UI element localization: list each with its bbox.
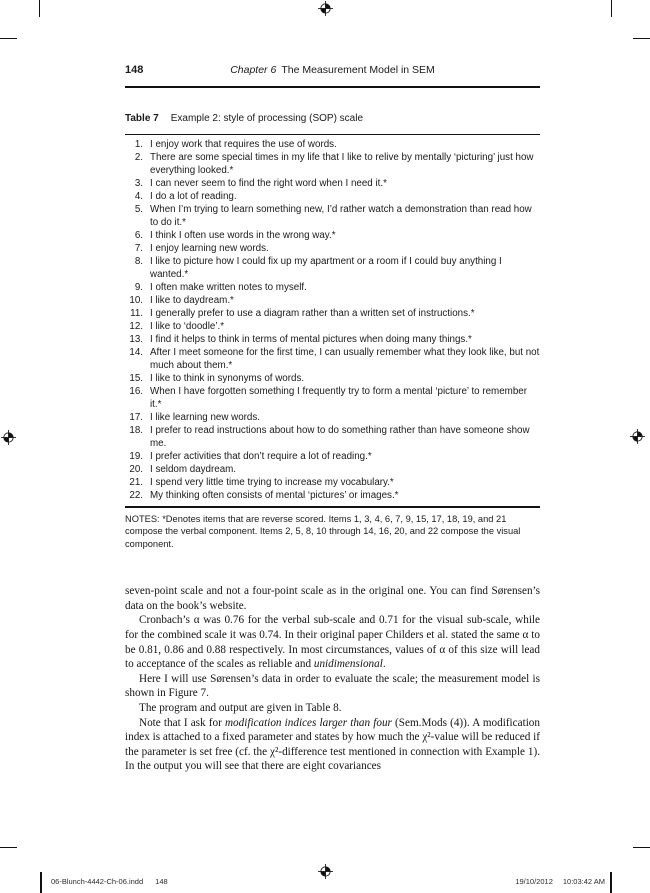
table-notes: NOTES: *Denotes items that are reverse scored. Items 1, 3, 4, 6, 7, 9, 15, 17, 18, 19, and 21 compose the verbal component. Items 2, 5, 8, 10 through 14, 16, 20, and 22 compose the visual component. (125, 513, 521, 549)
page-content (125, 64, 540, 774)
item-number: 14. (129, 347, 143, 358)
item-number: 3. (134, 178, 143, 189)
paragraph: Cronbach’s α was 0.76 for the verbal sub-scale and 0.71 for the visual sub-scale, while for the combined scale it was 0.74. In their original paper Childers et al. stated the same α to be 0.81, 0.86 and 0.88 respectively. In most circumstances, values of α of this size will lead to acceptance of the scales as reliable and unidimensional. (125, 614, 540, 671)
table-row (125, 320, 540, 333)
table-row (125, 138, 540, 151)
item-number: 13. (129, 334, 143, 345)
item-text: I often make written notes to myself. (150, 282, 307, 293)
table7-label: Table 7 (125, 112, 159, 124)
table-row (125, 476, 540, 489)
paragraph: Note that I ask for modification indices larger than four (Sem.Mods (4)). A modification index is attached to a fixed parameter and states by how much the χ²-value will be reduced if the parameter is set free (cf. the χ²-difference test mentioned in connection with Example 1). In the output you will see that there are eight covariances (125, 716, 540, 773)
table-row (125, 372, 540, 385)
item-number: 18. (129, 425, 143, 436)
item-text: I like to ‘doodle’.* (150, 321, 225, 332)
chapter-title: The Measurement Model in SEM (281, 64, 435, 76)
item-number: 22. (129, 490, 143, 501)
table-rule-bottom (125, 506, 540, 508)
table-row (125, 411, 540, 424)
table-row (125, 463, 540, 476)
item-text: After I meet someone for the first time, I can usually remember what they look like, but not much about them.* (150, 347, 540, 371)
chapter-label: Chapter 6 (230, 64, 277, 76)
item-text: I enjoy work that requires the use of words. (150, 139, 337, 150)
registration-mark-icon (1, 430, 16, 445)
table-row (125, 489, 540, 502)
table-row (125, 255, 540, 281)
paragraph: The program and output are given in Table 8. (139, 702, 342, 715)
item-number: 2. (134, 152, 143, 163)
paragraph: Here I will use Sørensen’s data in order to evaluate the scale; the measurement model is shown in Figure 7. (125, 672, 540, 700)
item-number: 5. (134, 204, 143, 215)
item-number: 7. (134, 243, 143, 254)
crop-mark-top-left-horizontal (0, 38, 17, 39)
table7-caption-text: Example 2: style of processing (SOP) scale (170, 112, 364, 124)
table-row (125, 151, 540, 177)
sop-items-list (125, 138, 540, 502)
crop-mark-bottom-right-horizontal (633, 847, 650, 848)
item-text: I find it helps to think in terms of mental pictures when doing many things.* (150, 334, 472, 345)
item-text: I spend very little time trying to increase my vocabulary.* (150, 477, 394, 488)
item-number: 21. (129, 477, 143, 488)
crop-mark-top-right-horizontal (633, 38, 650, 39)
item-text: I seldom daydream. (150, 464, 237, 475)
item-text: I prefer to read instructions about how to do something rather than have someone show me. (150, 425, 530, 449)
page-number: 148 (125, 64, 144, 76)
item-number: 4. (134, 191, 143, 202)
item-text: I can never seem to find the right word when I need it.* (150, 178, 387, 189)
footer-page-number: 148 (155, 877, 168, 886)
item-text: There are some special times in my life that I like to relive by mentally ‘picturing’ just how everything looked.* (150, 152, 534, 176)
item-text: I like learning new words. (150, 412, 260, 423)
crop-mark-top-right-vertical (611, 0, 612, 17)
item-text: I like to daydream.* (150, 295, 234, 306)
table-row (125, 177, 540, 190)
item-text: I enjoy learning new words. (150, 243, 269, 254)
table-row (125, 333, 540, 346)
item-number: 15. (129, 373, 143, 384)
item-number: 12. (129, 321, 143, 332)
item-number: 10. (129, 295, 143, 306)
table-row (125, 281, 540, 294)
table-row (125, 229, 540, 242)
running-head (125, 64, 540, 79)
item-number: 16. (129, 386, 143, 397)
item-text: When I’m trying to learn something new, I’d rather watch a demonstration than read how to do it.* (150, 204, 532, 228)
table-row (125, 424, 540, 450)
header-rule (125, 86, 540, 88)
table-row (125, 242, 540, 255)
item-number: 6. (134, 230, 143, 241)
paragraph: seven-point scale and not a four-point scale as in the original one. You can find Sørensen’s data on the book’s website. (125, 585, 540, 612)
footer-rule-right (610, 872, 612, 893)
table-row (125, 307, 540, 320)
footer-rule-left (40, 872, 42, 893)
table-row (125, 203, 540, 229)
table7-caption (125, 113, 540, 127)
item-text: My thinking often consists of mental ‘pictures’ or images.* (150, 490, 399, 501)
footer-imprint (51, 877, 168, 886)
footer-date: 19/10/2012 (515, 877, 553, 886)
item-text: I generally prefer to use a diagram rather than a written set of instructions.* (150, 308, 475, 319)
table-row (125, 190, 540, 203)
item-number: 9. (134, 282, 143, 293)
table-row (125, 450, 540, 463)
table-row (125, 385, 540, 411)
item-text: I do a lot of reading. (150, 191, 237, 202)
registration-mark-icon (318, 1, 333, 16)
registration-mark-icon (630, 429, 645, 444)
footer-file-name: 06-Blunch-4442-Ch-06.indd (51, 877, 144, 886)
chapter-heading (125, 64, 540, 76)
body-text (125, 584, 540, 774)
item-number: 11. (130, 308, 143, 319)
item-text: When I have forgotten something I frequently try to form a mental ‘picture’ to remember it.* (150, 386, 527, 410)
item-number: 8. (134, 256, 143, 267)
item-number: 20. (129, 464, 143, 475)
footer-time: 10:03:42 AM (562, 877, 605, 886)
item-number: 1. (134, 139, 143, 150)
item-text: I think I often use words in the wrong way.* (150, 230, 336, 241)
item-text: I prefer activities that don’t require a lot of reading.* (150, 451, 372, 462)
crop-mark-bottom-left-horizontal (0, 847, 17, 848)
item-number: 17. (129, 412, 143, 423)
registration-mark-icon (318, 864, 333, 879)
crop-mark-top-left-vertical (39, 0, 40, 17)
item-text: I like to picture how I could fix up my apartment or a room if I could buy anything I wanted.* (150, 256, 502, 280)
item-number: 19. (129, 451, 143, 462)
item-text: I like to think in synonyms of words. (150, 373, 305, 384)
table-row (125, 346, 540, 372)
table-row (125, 294, 540, 307)
footer-timestamp (515, 877, 605, 886)
table-rule-top (125, 134, 540, 136)
